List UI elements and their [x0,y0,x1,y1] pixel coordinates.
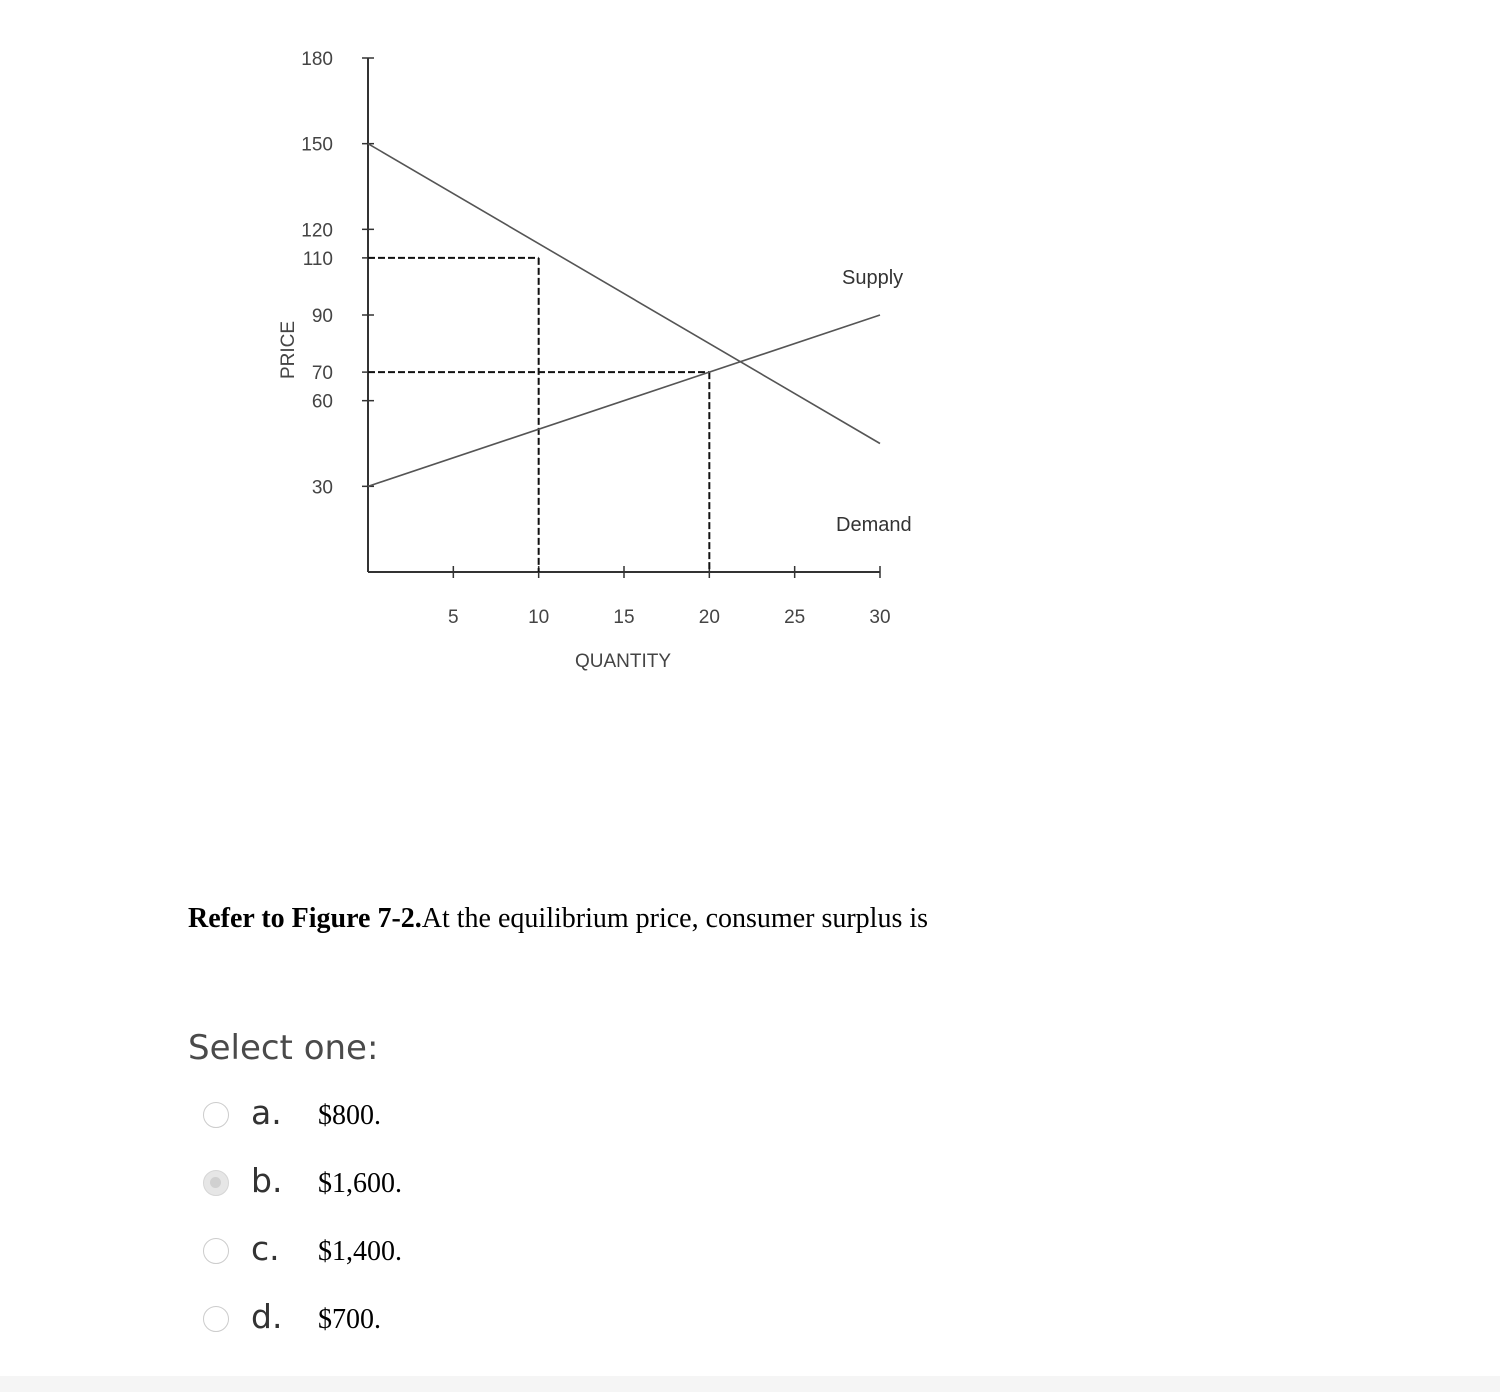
y-tick-label-120: 120 [301,220,333,242]
page-footer-shade [0,1376,1500,1392]
option-b-radio[interactable] [203,1170,229,1196]
question-figure-ref: Refer to Figure 7-2. [188,903,422,934]
option-a-text: $800. [318,1100,381,1131]
y-tick-label-60: 60 [311,391,333,413]
x-tick-label-30: 30 [869,607,891,628]
x-tick-label-5: 5 [448,607,459,628]
option-b-letter: b. [251,1161,283,1200]
option-c-radio[interactable] [203,1238,229,1264]
question-text [188,903,928,935]
y-tick-label-110: 110 [302,248,333,270]
option-d-text: $700. [318,1304,381,1335]
y-tick-label-90: 90 [311,306,333,327]
y-tick-label-180: 180 [301,49,333,70]
option-b[interactable] [203,1161,603,1210]
y-axis-title: PRICE [278,320,299,380]
option-c-text: $1,400. [318,1236,402,1267]
y-tick-label-30: 30 [311,477,333,499]
option-d[interactable] [203,1297,603,1346]
option-b-text: $1,600. [318,1168,402,1199]
y-tick-label-150: 150 [301,134,333,156]
option-c[interactable] [203,1229,603,1278]
y-tick-label-70: 70 [311,363,333,385]
option-a[interactable] [203,1093,603,1142]
option-c-letter: c. [251,1229,280,1268]
supply-curve [368,315,880,486]
demand-curve [368,144,880,444]
option-a-letter: a. [251,1093,282,1132]
x-axis-title: QUANTITY [574,651,672,672]
option-a-radio[interactable] [203,1102,229,1128]
question-body: At the equilibrium price, consumer surplus is [421,903,929,934]
option-d-radio[interactable] [203,1306,229,1332]
demand-curve-label: Demand [836,514,912,536]
x-tick-label-15: 15 [613,607,635,628]
select-one-label: Select one: [188,1028,379,1068]
x-tick-label-10: 10 [528,607,550,628]
supply-curve-label: Supply [842,267,904,289]
x-tick-label-25: 25 [784,607,806,628]
option-d-letter: d. [251,1297,283,1336]
x-tick-label-20: 20 [698,607,720,628]
